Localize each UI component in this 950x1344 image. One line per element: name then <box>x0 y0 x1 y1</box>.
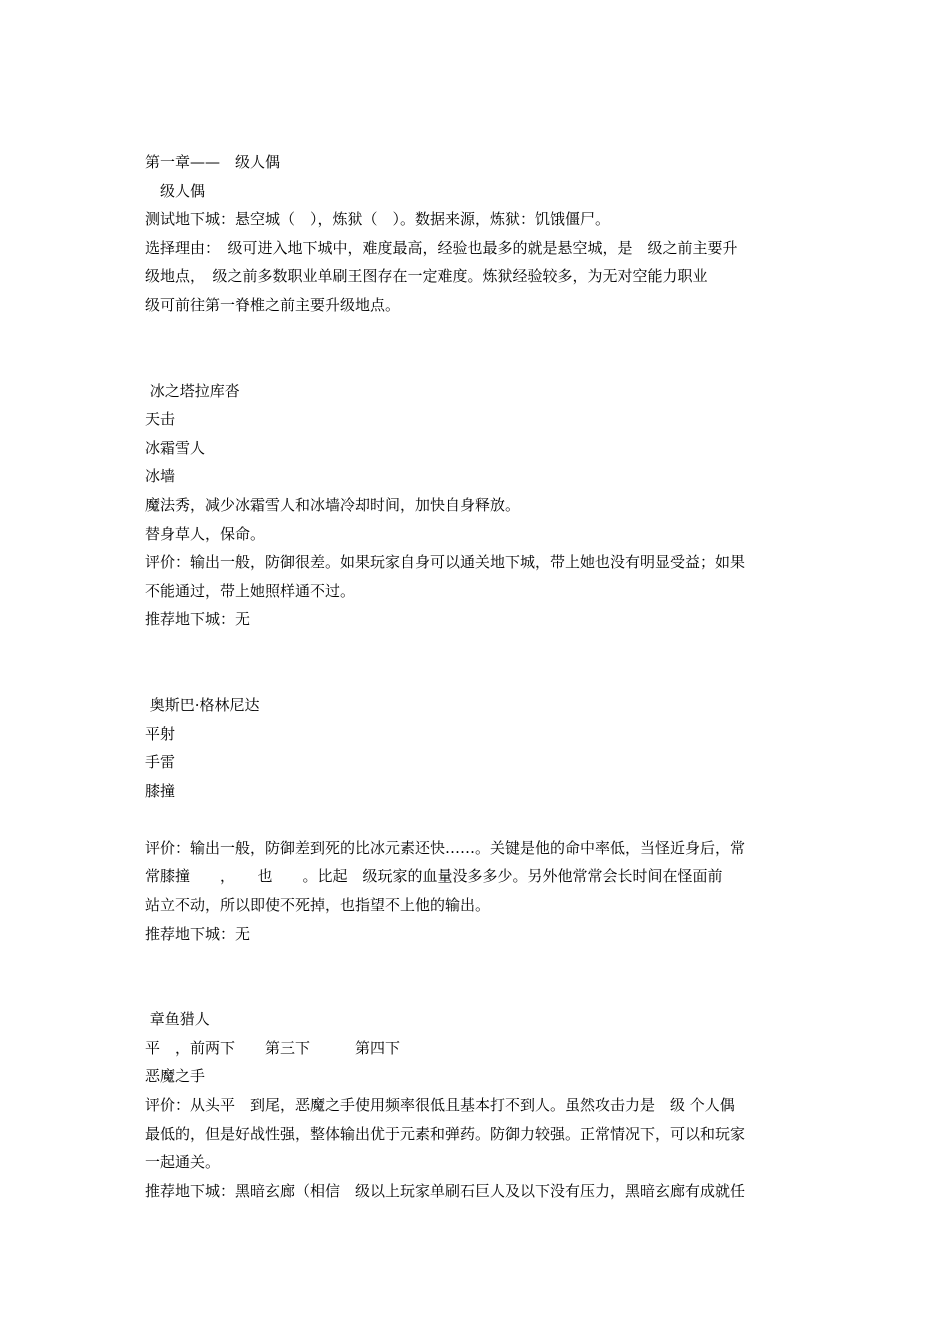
recommend-line: 推荐地下城：黑暗玄廊（相信 级以上玩家单刷石巨人及以下没有压力，黑暗玄廊有成就任 <box>145 1181 746 1200</box>
evaluation-line: 评价：输出一般，防御差到死的比冰元素还快……。关键是他的命中率低，当怪近身后，常 <box>145 838 746 857</box>
skill-line: 替身草人，保命。 <box>145 524 266 543</box>
skill-line: 魔法秀，减少冰霜雪人和冰墙冷却时间，加快自身释放。 <box>145 495 521 514</box>
evaluation-line: 一起通关。 <box>145 1153 221 1172</box>
evaluation-line: 最低的，但是好战性强，整体输出优于元素和弹药。防御力较强。正常情况下，可以和玩家 <box>145 1124 746 1143</box>
test-dungeons-text: 测试地下城：悬空城（ ），炼狱（ ）。数据来源，炼狱：饥饿僵尸。 <box>145 210 611 229</box>
skill-line: 手雷 <box>145 753 176 772</box>
skill-line: 平 ，前两下 第三下 第四下 <box>145 1038 401 1057</box>
evaluation-line: 评价：输出一般，防御很差。如果玩家自身可以通关地下城，带上她也没有明显受益；如果 <box>145 553 746 572</box>
skill-line: 恶魔之手 <box>145 1067 206 1086</box>
evaluation-line: 站立不动，所以即使不死掉，也指望不上他的输出。 <box>145 896 491 915</box>
section-spacer <box>145 320 813 377</box>
skill-line: 冰墙 <box>145 467 176 486</box>
puppet-name: 章鱼猎人 <box>145 1010 210 1029</box>
recommend-line: 推荐地下城：无 <box>145 924 251 943</box>
evaluation-line: 评价：从头平 到尾，恶魔之手使用频率很低且基本打不到人。虽然攻击力是 级 个人偶 <box>145 1096 735 1115</box>
skill-line: 膝撞 <box>145 781 176 800</box>
reason-line: 级地点， 级之前多数职业单刷王图存在一定难度。炼狱经验较多，为无对空能力职业 <box>145 267 708 286</box>
reason-line: 选择理由： 级可进入地下城中，难度最高，经验也最多的就是悬空城，是 级之前主要升 <box>145 238 738 257</box>
reason-line: 级可前往第一脊椎之前主要升级地点。 <box>145 295 401 314</box>
skill-line: 天击 <box>145 410 176 429</box>
document-page <box>145 148 813 1205</box>
recommend-line: 推荐地下城：无 <box>145 610 251 629</box>
evaluation-line: 常膝撞 ， 也 。比起 级玩家的血量没多多少。另外他常常会长时间在怪面前 <box>145 867 723 886</box>
puppet-name: 奥斯巴·格林尼达 <box>145 695 260 714</box>
section-spacer <box>145 634 813 691</box>
puppet-name: 冰之塔拉库沓 <box>145 381 240 400</box>
skill-line: 平射 <box>145 724 176 743</box>
blank-line <box>145 805 813 834</box>
section-spacer <box>145 948 813 1005</box>
evaluation-line: 不能通过，带上她照样通不过。 <box>145 581 356 600</box>
skill-line: 冰霜雪人 <box>145 438 206 457</box>
chapter-subheading: 级人偶 <box>145 181 206 200</box>
chapter-heading: 第一章—— 级人偶 <box>145 153 281 171</box>
